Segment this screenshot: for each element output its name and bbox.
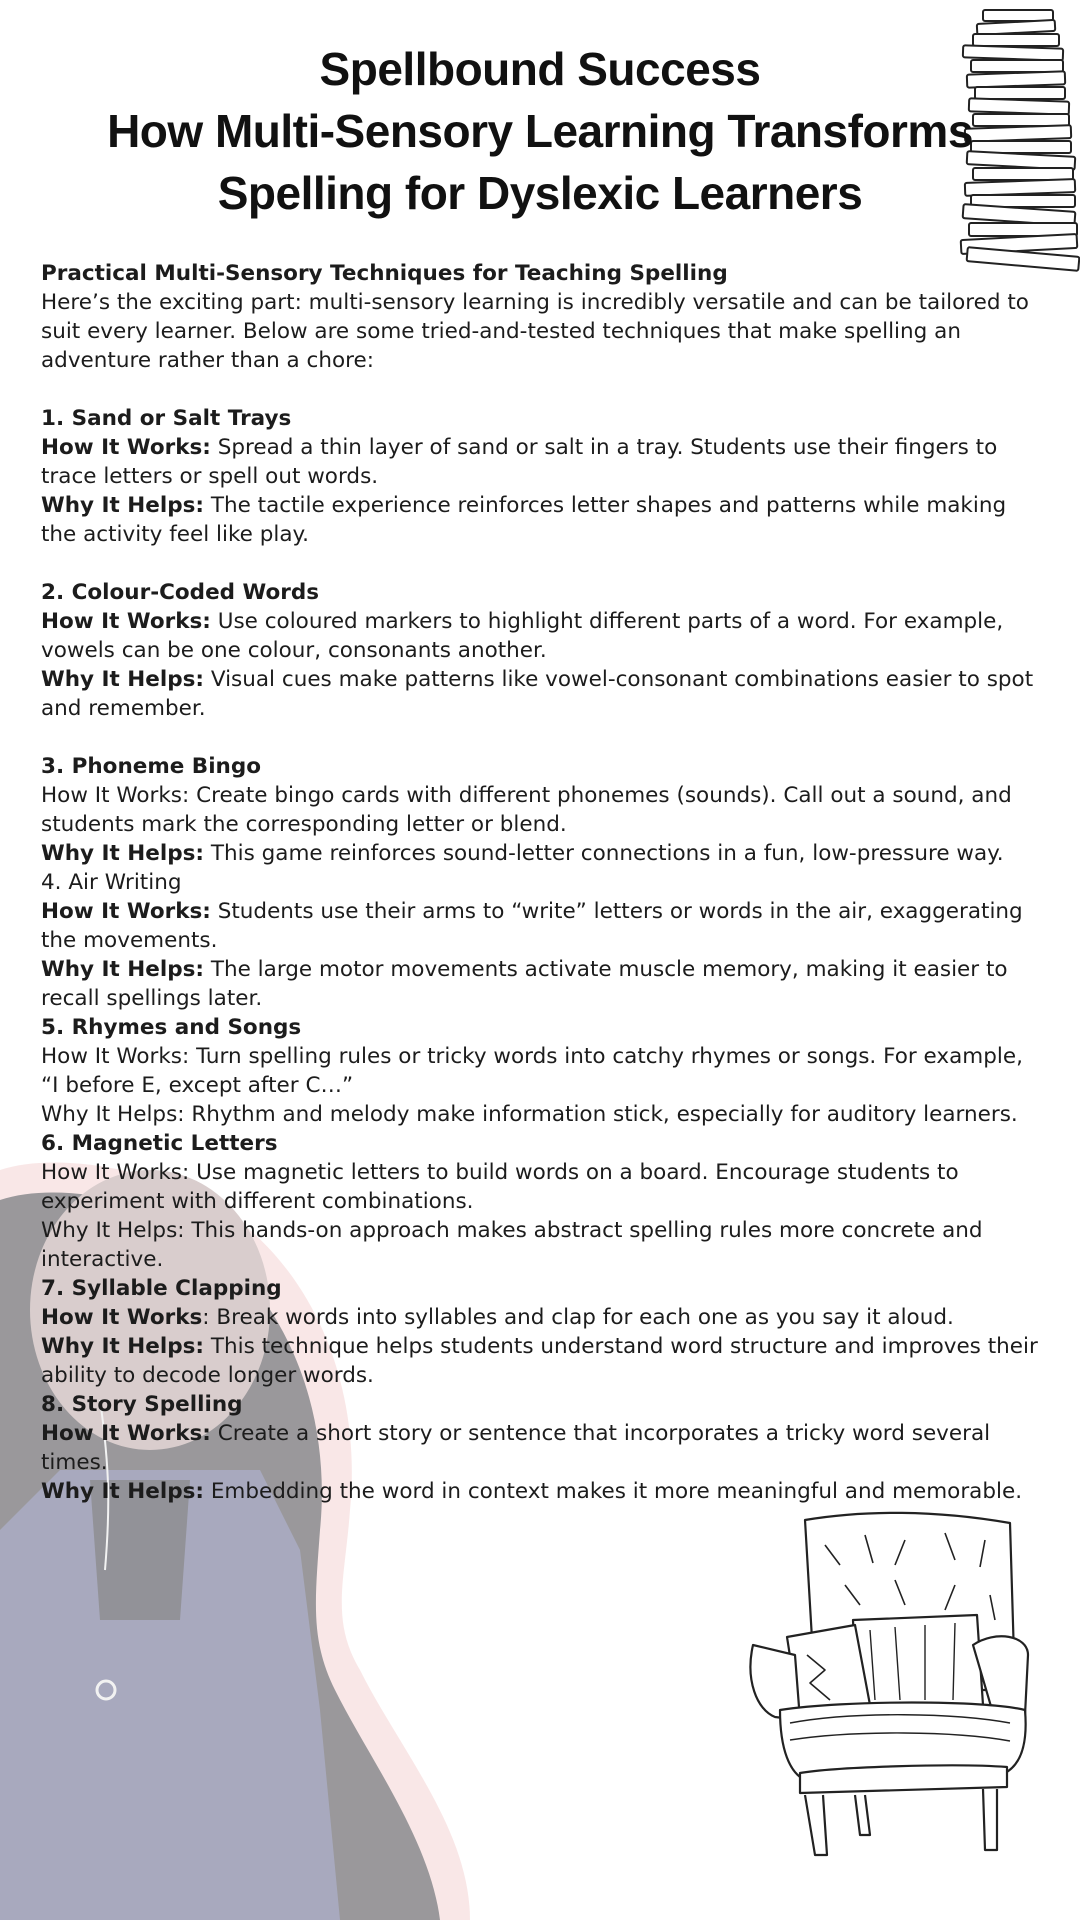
why-label: Why It Helps: <box>41 667 205 692</box>
how-it-works <box>41 607 1041 665</box>
why-text: This technique helps students understand word structure and improves their ability to decode longer words. <box>41 1334 1038 1388</box>
why-it-helps <box>41 839 1041 868</box>
why-it-helps <box>41 1477 1041 1506</box>
how-text: Spread a thin layer of sand or salt in a tray. Students use their fingers to trace letters or spell out words. <box>41 435 998 489</box>
why-text: The large motor movements activate muscle memory, making it easier to recall spellings later. <box>41 957 1008 1011</box>
article-body <box>41 259 1041 1506</box>
why-it-helps: Why It Helps: Rhythm and melody make information stick, especially for auditory learners. <box>41 1102 1018 1127</box>
technique-title: 3. Phoneme Bingo <box>41 754 262 779</box>
how-it-works <box>41 433 1041 491</box>
how-text: Students use their arms to “write” letters or words in the air, exaggerating the movements. <box>41 899 1023 953</box>
why-label: Why It Helps: <box>41 841 205 866</box>
technique-title: 8. Story Spelling <box>41 1392 243 1417</box>
how-label: How It Works: <box>41 609 211 634</box>
section-heading: Practical Multi-Sensory Techniques for Teaching Spelling <box>41 261 728 286</box>
armchair-illustration <box>745 1505 1035 1865</box>
how-it-works: How It Works: Create bingo cards with different phonemes (sounds). Call out a sound, and students mark the corresponding letter or blend. <box>41 783 1012 837</box>
how-it-works <box>41 1419 1041 1477</box>
why-it-helps <box>41 491 1041 549</box>
page-title <box>40 38 1040 224</box>
why-label: Why It Helps: <box>41 493 205 518</box>
technique-title: 7. Syllable Clapping <box>41 1276 282 1301</box>
why-label: Why It Helps: <box>41 1479 205 1504</box>
how-text: Use coloured markers to highlight different parts of a word. For example, vowels can be one colour, consonants another. <box>41 609 1004 663</box>
technique-title: 1. Sand or Salt Trays <box>41 406 292 431</box>
title-line-2: How Multi-Sensory Learning Transforms <box>107 105 973 157</box>
how-it-works: How It Works: Turn spelling rules or tricky words into catchy rhymes or songs. For example, “I before E, except after C…” <box>41 1044 1023 1098</box>
intro-paragraph: Here’s the exciting part: multi-sensory learning is incredibly versatile and can be tailored to suit every learner. Below are some tried-and-tested techniques that make spelling an adventure rather than a chore: <box>41 290 1029 373</box>
technique-title: 6. Magnetic Letters <box>41 1131 278 1156</box>
technique-title: 5. Rhymes and Songs <box>41 1015 302 1040</box>
why-it-helps <box>41 665 1041 723</box>
why-it-helps <box>41 1332 1041 1390</box>
how-it-works <box>41 897 1041 955</box>
how-it-works: How It Works: Use magnetic letters to build words on a board. Encourage students to experiment with different combinations. <box>41 1160 959 1214</box>
why-label: Why It Helps: <box>41 1334 205 1359</box>
how-label: How It Works: <box>41 1421 211 1446</box>
how-text: : Break words into syllables and clap for each one as you say it aloud. <box>202 1305 954 1330</box>
why-label: Why It Helps: <box>41 957 205 982</box>
why-it-helps: Why It Helps: This hands-on approach makes abstract spelling rules more concrete and interactive. <box>41 1218 983 1272</box>
why-text: This game reinforces sound-letter connections in a fun, low-pressure way. <box>204 841 1004 866</box>
how-label: How It Works: <box>41 899 211 924</box>
how-text: Create a short story or sentence that incorporates a tricky word several times. <box>41 1421 991 1475</box>
technique-title: 2. Colour-Coded Words <box>41 580 320 605</box>
why-text: Embedding the word in context makes it more meaningful and memorable. <box>204 1479 1023 1504</box>
why-text: The tactile experience reinforces letter shapes and patterns while making the activity feel like play. <box>41 493 1007 547</box>
title-line-3: Spelling for Dyslexic Learners <box>217 167 863 219</box>
how-label: How It Works <box>41 1305 203 1330</box>
title-line-1: Spellbound Success <box>319 43 761 95</box>
why-it-helps <box>41 955 1041 1013</box>
technique-title: 4. Air Writing <box>41 870 182 895</box>
how-it-works <box>41 1303 1041 1332</box>
how-label: How It Works: <box>41 435 211 460</box>
why-text: Visual cues make patterns like vowel-consonant combinations easier to spot and remember. <box>41 667 1034 721</box>
